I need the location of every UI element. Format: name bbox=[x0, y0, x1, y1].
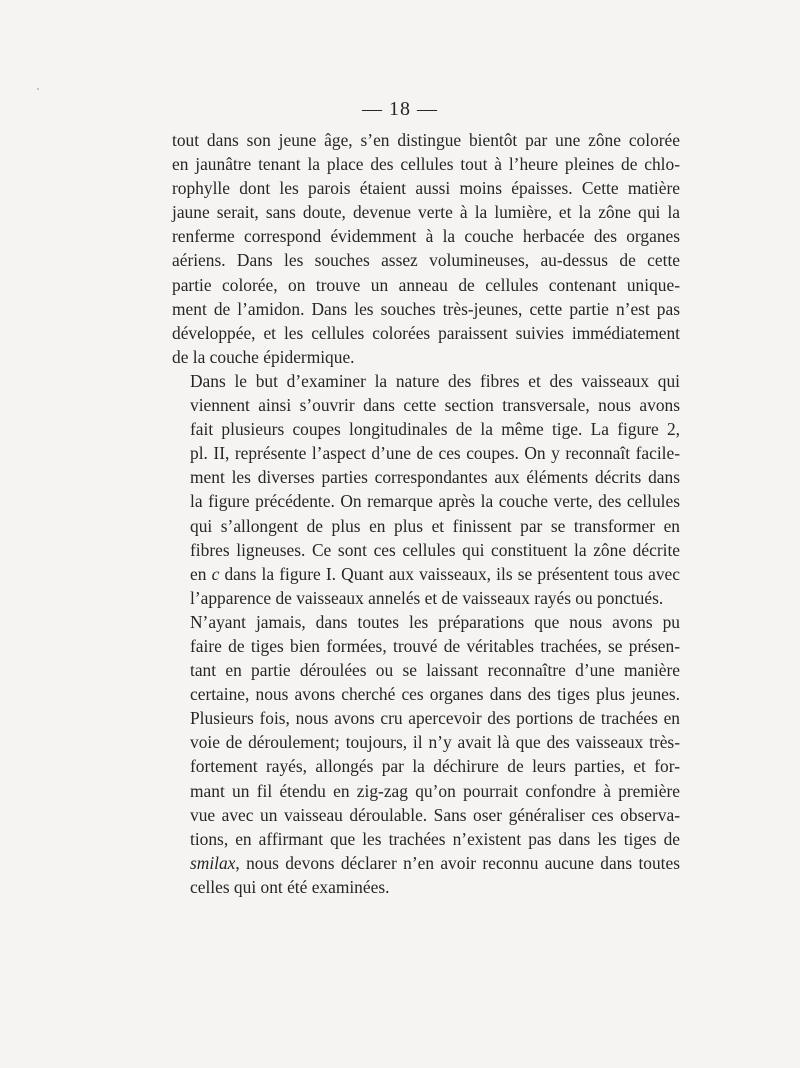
text-line: jaune serait, sans doute, devenue verte à la lumière, et la zône qui la bbox=[172, 202, 680, 223]
text-line: Plusieurs fois, nous avons cru apercevoir des portions de trachées en bbox=[190, 708, 680, 729]
text-line: celles qui ont été examinées. bbox=[190, 876, 390, 897]
text-line: ment les diverses parties correspondantes aux éléments décrits dans bbox=[190, 467, 680, 488]
text-line: partie colorée, on trouve un anneau de cellules contenant unique- bbox=[172, 274, 680, 295]
text-line: renferme correspond évidemment à la couche herbacée des organes bbox=[172, 226, 680, 247]
text-line: en jaunâtre tenant la place des cellules tout à l’heure pleines de chlo- bbox=[172, 154, 680, 175]
text-line: mant un fil étendu en zig-zag qu’on pourrait confondre à première bbox=[190, 780, 680, 801]
body-text bbox=[172, 128, 680, 899]
text-line: tout dans son jeune âge, s’en distingue bientôt par une zône colorée bbox=[172, 130, 680, 150]
page-number: — 18 — bbox=[362, 98, 438, 120]
text-line: Dans le but d’examiner la nature des fibres et des vaisseaux qui bbox=[190, 370, 680, 391]
italic-term: smilax bbox=[190, 852, 236, 873]
italic-letter: c bbox=[211, 563, 220, 584]
text-line: rophylle dont les parois étaient aussi moins épaisses. Cette matière bbox=[172, 178, 680, 199]
paragraph-3 bbox=[172, 610, 680, 899]
text-line: la figure précédente. On remarque après la couche verte, des cellules bbox=[190, 491, 680, 512]
text-line: tant en partie déroulées ou se laissant reconnaître d’une manière bbox=[190, 660, 680, 681]
paragraph-1 bbox=[172, 128, 680, 369]
text-line: certaine, nous avons cherché ces organes dans des tiges plus jeunes. bbox=[190, 684, 680, 705]
text-line: aériens. Dans les souches assez volumineuses, au-dessus de cette bbox=[172, 250, 680, 271]
text-line: en c dans la figure I. Quant aux vaisseaux, ils se présentent tous avec bbox=[190, 563, 680, 584]
text-line: qui s’allongent de plus en plus et finissent par se transformer en bbox=[190, 515, 680, 536]
text-line: développée, et les cellules colorées paraissent suivies immédiatement bbox=[172, 322, 680, 343]
text-line: ment de l’amidon. Dans les souches très-jeunes, cette partie n’est pas bbox=[172, 298, 680, 319]
text-line: l’apparence de vaisseaux annelés et de vaisseaux rayés ou ponctués. bbox=[190, 587, 664, 608]
text-line: faire de tiges bien formées, trouvé de véritables trachées, se présen- bbox=[190, 635, 680, 656]
text-line: fortement rayés, allongés par la déchirure de leurs parties, et for- bbox=[190, 756, 680, 777]
text-line: vue avec un vaisseau déroulable. Sans oser généraliser ces observa- bbox=[190, 804, 680, 825]
text-line: fait plusieurs coupes longitudinales de la même tige. La figure 2, bbox=[190, 419, 680, 440]
text-line: de la couche épidermique. bbox=[172, 346, 355, 367]
text-line: smilax, nous devons déclarer n’en avoir reconnu aucune dans toutes bbox=[190, 852, 680, 873]
paper-speck bbox=[37, 88, 39, 90]
text-line: viennent ainsi s’ouvrir dans cette section transversale, nous avons bbox=[190, 395, 680, 416]
text-line: voie de déroulement; toujours, il n’y avait là que des vaisseaux très- bbox=[190, 732, 680, 753]
text-line: fibres ligneuses. Ce sont ces cellules qui constituent la zône décrite bbox=[190, 539, 680, 560]
paragraph-2 bbox=[172, 369, 680, 610]
text-line: tions, en affirmant que les trachées n’existent pas dans les tiges de bbox=[190, 828, 680, 849]
text-line: pl. II, représente l’aspect d’une de ces coupes. On y reconnaît facile- bbox=[190, 443, 680, 464]
text-line: N’ayant jamais, dans toutes les préparations que nous avons pu bbox=[190, 611, 680, 632]
